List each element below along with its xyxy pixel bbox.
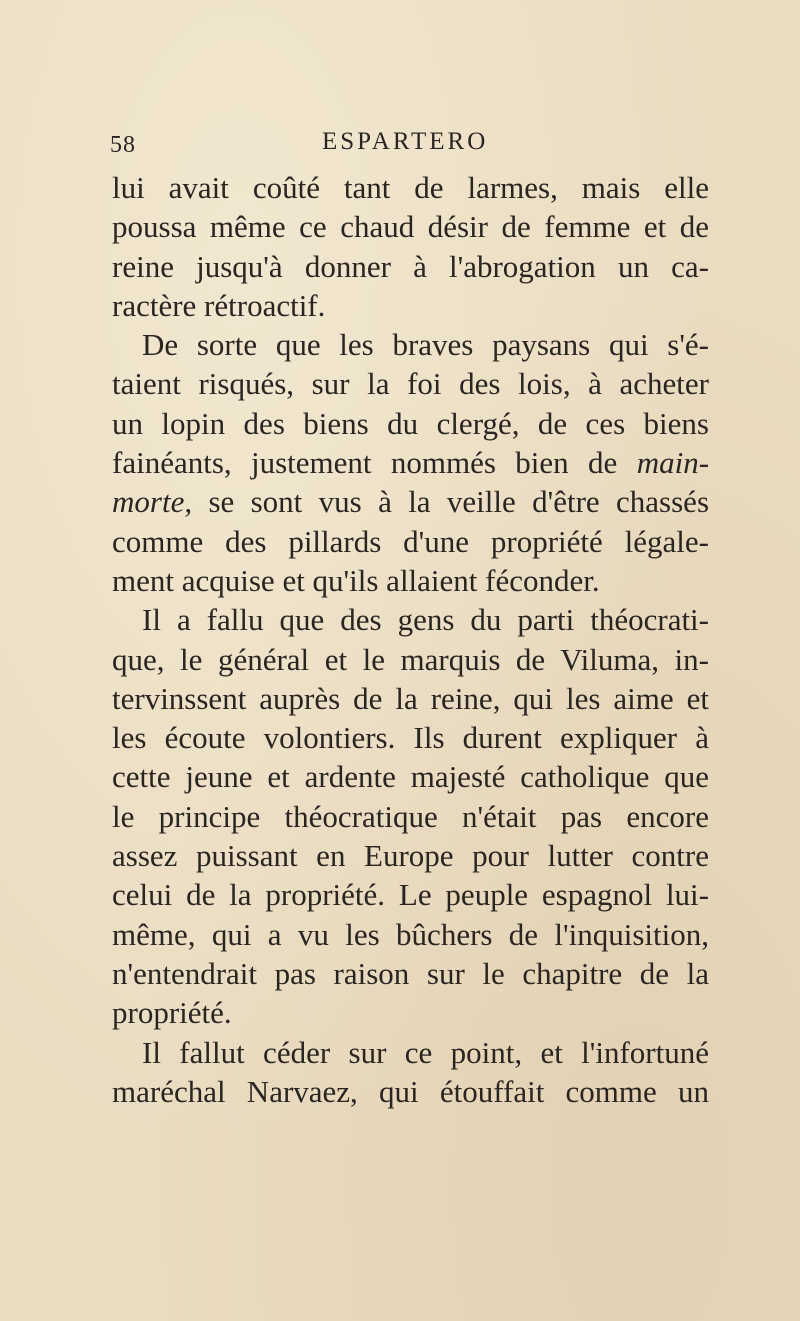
text-line: cette jeune et ardente majesté catholique que: [112, 759, 709, 795]
text-line: propriété.: [112, 995, 232, 1031]
body-text: [112, 168, 709, 1111]
text-line: ment acquise et qu'ils allaient féconder.: [112, 562, 600, 598]
text-line: taient risqués, sur la foi des lois, à acheter: [112, 366, 709, 402]
text-line: assez puissant en Europe pour lutter contre: [112, 838, 709, 874]
italic-term: morte,: [112, 484, 193, 520]
text-line: [112, 482, 709, 521]
text-line: les écoute volontiers. Ils durent expliquer à: [112, 720, 709, 756]
text-segment: se sont vus à la veille d'être chassés: [208, 484, 710, 520]
text-line: comme des pillards d'une propriété légale-: [112, 523, 709, 559]
text-line: Il a fallu que des gens du parti théocrati-: [142, 602, 709, 638]
text-segment: fainéants, justement nommés bien de: [112, 445, 618, 481]
text-line: le principe théocratique n'était pas encore: [112, 798, 709, 834]
text-line: lui avait coûté tant de larmes, mais elle: [112, 170, 709, 205]
text-line: n'entendrait pas raison sur le chapitre de la: [112, 955, 709, 991]
text-line: celui de la propriété. Le peuple espagnol lui-: [112, 877, 709, 913]
text-line: [112, 443, 709, 482]
text-line: poussa même ce chaud désir de femme et de: [112, 209, 709, 245]
text-line: que, le général et le marquis de Viluma, in-: [112, 641, 709, 677]
text-line: Il fallut céder sur ce point, et l'infortuné: [142, 1034, 709, 1070]
italic-term: main-: [636, 445, 710, 481]
text-line: ractère rétroactif.: [112, 287, 326, 323]
text-line: reine jusqu'à donner à l'abrogation un ca-: [112, 248, 709, 284]
text-line: tervinssent auprès de la reine, qui les aime et: [112, 680, 709, 716]
text-line: maréchal Narvaez, qui étouffait comme un: [112, 1073, 709, 1109]
text-line: De sorte que les braves paysans qui s'é-: [142, 327, 709, 363]
page-number: 58: [110, 132, 136, 158]
text-line: un lopin des biens du clergé, de ces biens: [112, 405, 709, 441]
text-line: même, qui a vu les bûchers de l'inquisition,: [112, 916, 709, 952]
running-title: ESPARTERO: [322, 128, 489, 155]
